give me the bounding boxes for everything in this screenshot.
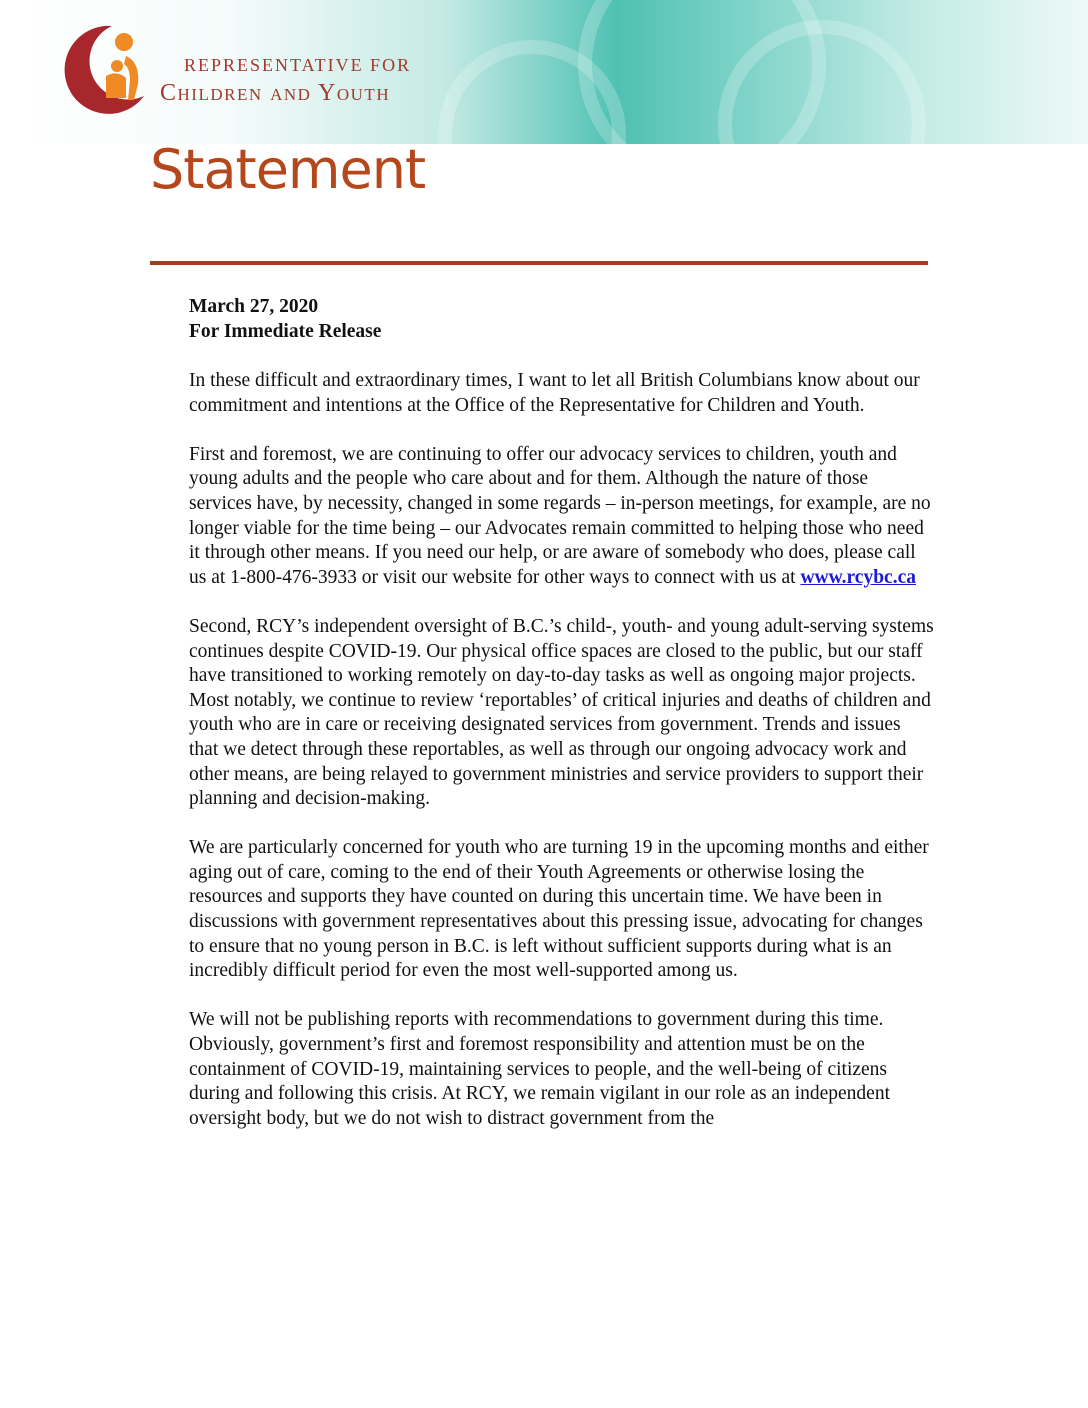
paragraph-5: We will not be publishing reports with recommendations to government during this time. Obviously, government’s first and foremost responsibility and attention must be on the containment of COVID-19, maintaining services to people, and the well-being of citizens during and following this crisis. At RCY, we remain vigilant in our role as an independent oversight body, but we do not wish to distract government from the [189,1009,890,1129]
mother-child-icon [60,22,150,118]
document-type-title: Statement [150,138,426,201]
paragraph-3: Second, RCY’s independent oversight of B.C.’s child-, youth- and young adult-serving systems continues despite COVID-19. Our physical office spaces are closed to the public, but our staff have transitioned to working remotely on day-to-day tasks as well as ongoing major projects. Most notably, we continue to review ‘reportables’ of critical injuries and deaths of children and youth who are in care or receiving designated services from government. Trends and issues that we detect through these reportables, as well as through our ongoing advocacy work and other means, are being relayed to government ministries and service providers to support their planning and decision-making. [189,615,934,810]
paragraph-4: We are particularly concerned for youth who are turning 19 in the upcoming months and either aging out of care, coming to the end of their Youth Agreements or otherwise losing the resources and supports they have counted on during this uncertain time. We have been in discussions with government representatives about this pressing issue, advocating for changes to ensure that no young person in B.C. is left without sufficient supports during what is an incredibly difficult period for even the most well-supported among us. [189,837,929,982]
paragraph-2 [189,443,934,591]
org-name-line1: REPRESENTATIVE FOR [184,55,412,75]
paragraph-1: In these difficult and extraordinary times, I want to let all British Columbians know about our commitment and intentions at the Office of the Representative for Children and Youth. [189,370,920,416]
release-type: For Immediate Release [189,320,382,342]
org-name-line2: Children and Youth [160,80,391,106]
paragraph-2-text: First and foremost, we are continuing to offer our advocacy services to children, youth and young adults and the people who care about and for them. Although the nature of those services have, by necessity, changed in some regards – in-person meetings, for example, are no longer viable for the time being – our Advocates remain committed to helping those who need it through other means. If you need our help, or are aware of somebody who does, please call us at 1-800-476-3933 or visit our website for other ways to connect with us at [189,443,931,588]
header-banner [18,0,1088,144]
release-date: March 27, 2020 [189,296,319,317]
statement-body [189,369,934,1156]
website-link[interactable]: www.rcybc.ca [800,566,916,588]
title-divider [150,261,928,265]
release-meta [189,295,934,344]
